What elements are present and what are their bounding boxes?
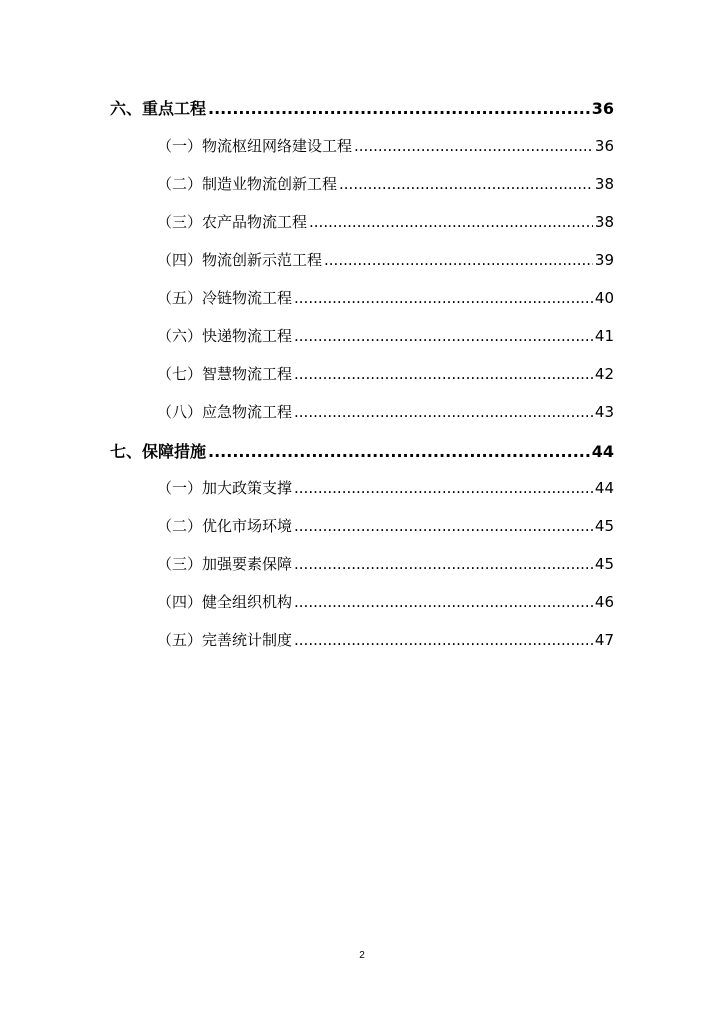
dot-leader [354, 137, 593, 155]
toc-entry-label: （四）健全组织机构 [157, 593, 293, 611]
dot-leader [294, 517, 593, 535]
toc-entry-6-5[interactable] [157, 287, 614, 308]
toc-entry-label: （五）冷链物流工程 [157, 289, 293, 307]
dot-leader [294, 327, 593, 345]
dot-leader [294, 555, 593, 573]
toc-entry-page: 38 [594, 213, 614, 231]
toc-entry-page: 41 [594, 327, 614, 345]
toc-entry-label: （三）加强要素保障 [157, 555, 293, 573]
toc-entry-7-2[interactable] [157, 515, 614, 536]
toc-entry-page: 36 [594, 137, 614, 155]
toc-entry-label: （七）智慧物流工程 [157, 365, 293, 383]
toc-entry-6-4[interactable] [157, 249, 614, 270]
dot-leader [208, 442, 590, 461]
dot-leader [324, 251, 593, 269]
toc-entry-7-1[interactable] [157, 477, 614, 498]
dot-leader [208, 99, 590, 118]
toc-entry-6-1[interactable] [157, 135, 614, 156]
toc-entry-6-7[interactable] [157, 363, 614, 384]
toc-entry-label: （二）制造业物流创新工程 [157, 175, 338, 193]
toc-entry-page: 39 [594, 251, 614, 269]
toc-entry-7-3[interactable] [157, 553, 614, 574]
toc-entry-page: 46 [594, 593, 614, 611]
toc-entry-page: 40 [594, 289, 614, 307]
toc-entry-6-8[interactable] [157, 401, 614, 422]
toc-entry-label: （八）应急物流工程 [157, 403, 293, 421]
dot-leader [294, 631, 593, 649]
toc-entry-label: 六、重点工程 [110, 99, 207, 118]
dot-leader [309, 213, 593, 231]
toc-entry-page: 43 [594, 403, 614, 421]
toc-entry-page: 44 [591, 442, 614, 461]
toc-entry-label: （四）物流创新示范工程 [157, 251, 323, 269]
toc-entry-label: 七、保障措施 [110, 442, 207, 461]
toc-entry-label: （五）完善统计制度 [157, 631, 293, 649]
toc-entry-section-7[interactable] [110, 439, 614, 462]
toc-entry-page: 45 [594, 517, 614, 535]
dot-leader [294, 365, 593, 383]
toc-entry-page: 38 [594, 175, 614, 193]
toc-entry-6-2[interactable] [157, 173, 614, 194]
dot-leader [294, 593, 593, 611]
toc-entry-7-5[interactable] [157, 629, 614, 650]
page-number: 2 [359, 950, 365, 961]
dot-leader [294, 479, 593, 497]
toc-entry-label: （六）快递物流工程 [157, 327, 293, 345]
toc-entry-page: 42 [594, 365, 614, 383]
toc-entry-label: （三）农产品物流工程 [157, 213, 308, 231]
dot-leader [294, 289, 593, 307]
toc-entry-label: （二）优化市场环境 [157, 517, 293, 535]
toc-entry-label: （一）物流枢纽网络建设工程 [157, 137, 353, 155]
dot-leader [294, 403, 593, 421]
toc-entry-page: 47 [594, 631, 614, 649]
toc-entry-page: 45 [594, 555, 614, 573]
toc-entry-section-6[interactable] [110, 96, 614, 119]
toc-entry-page: 36 [591, 99, 614, 118]
dot-leader [339, 175, 593, 193]
toc-entry-6-3[interactable] [157, 211, 614, 232]
toc-entry-6-6[interactable] [157, 325, 614, 346]
toc-entry-label: （一）加大政策支撑 [157, 479, 293, 497]
toc-entry-7-4[interactable] [157, 591, 614, 612]
toc-entry-page: 44 [594, 479, 614, 497]
